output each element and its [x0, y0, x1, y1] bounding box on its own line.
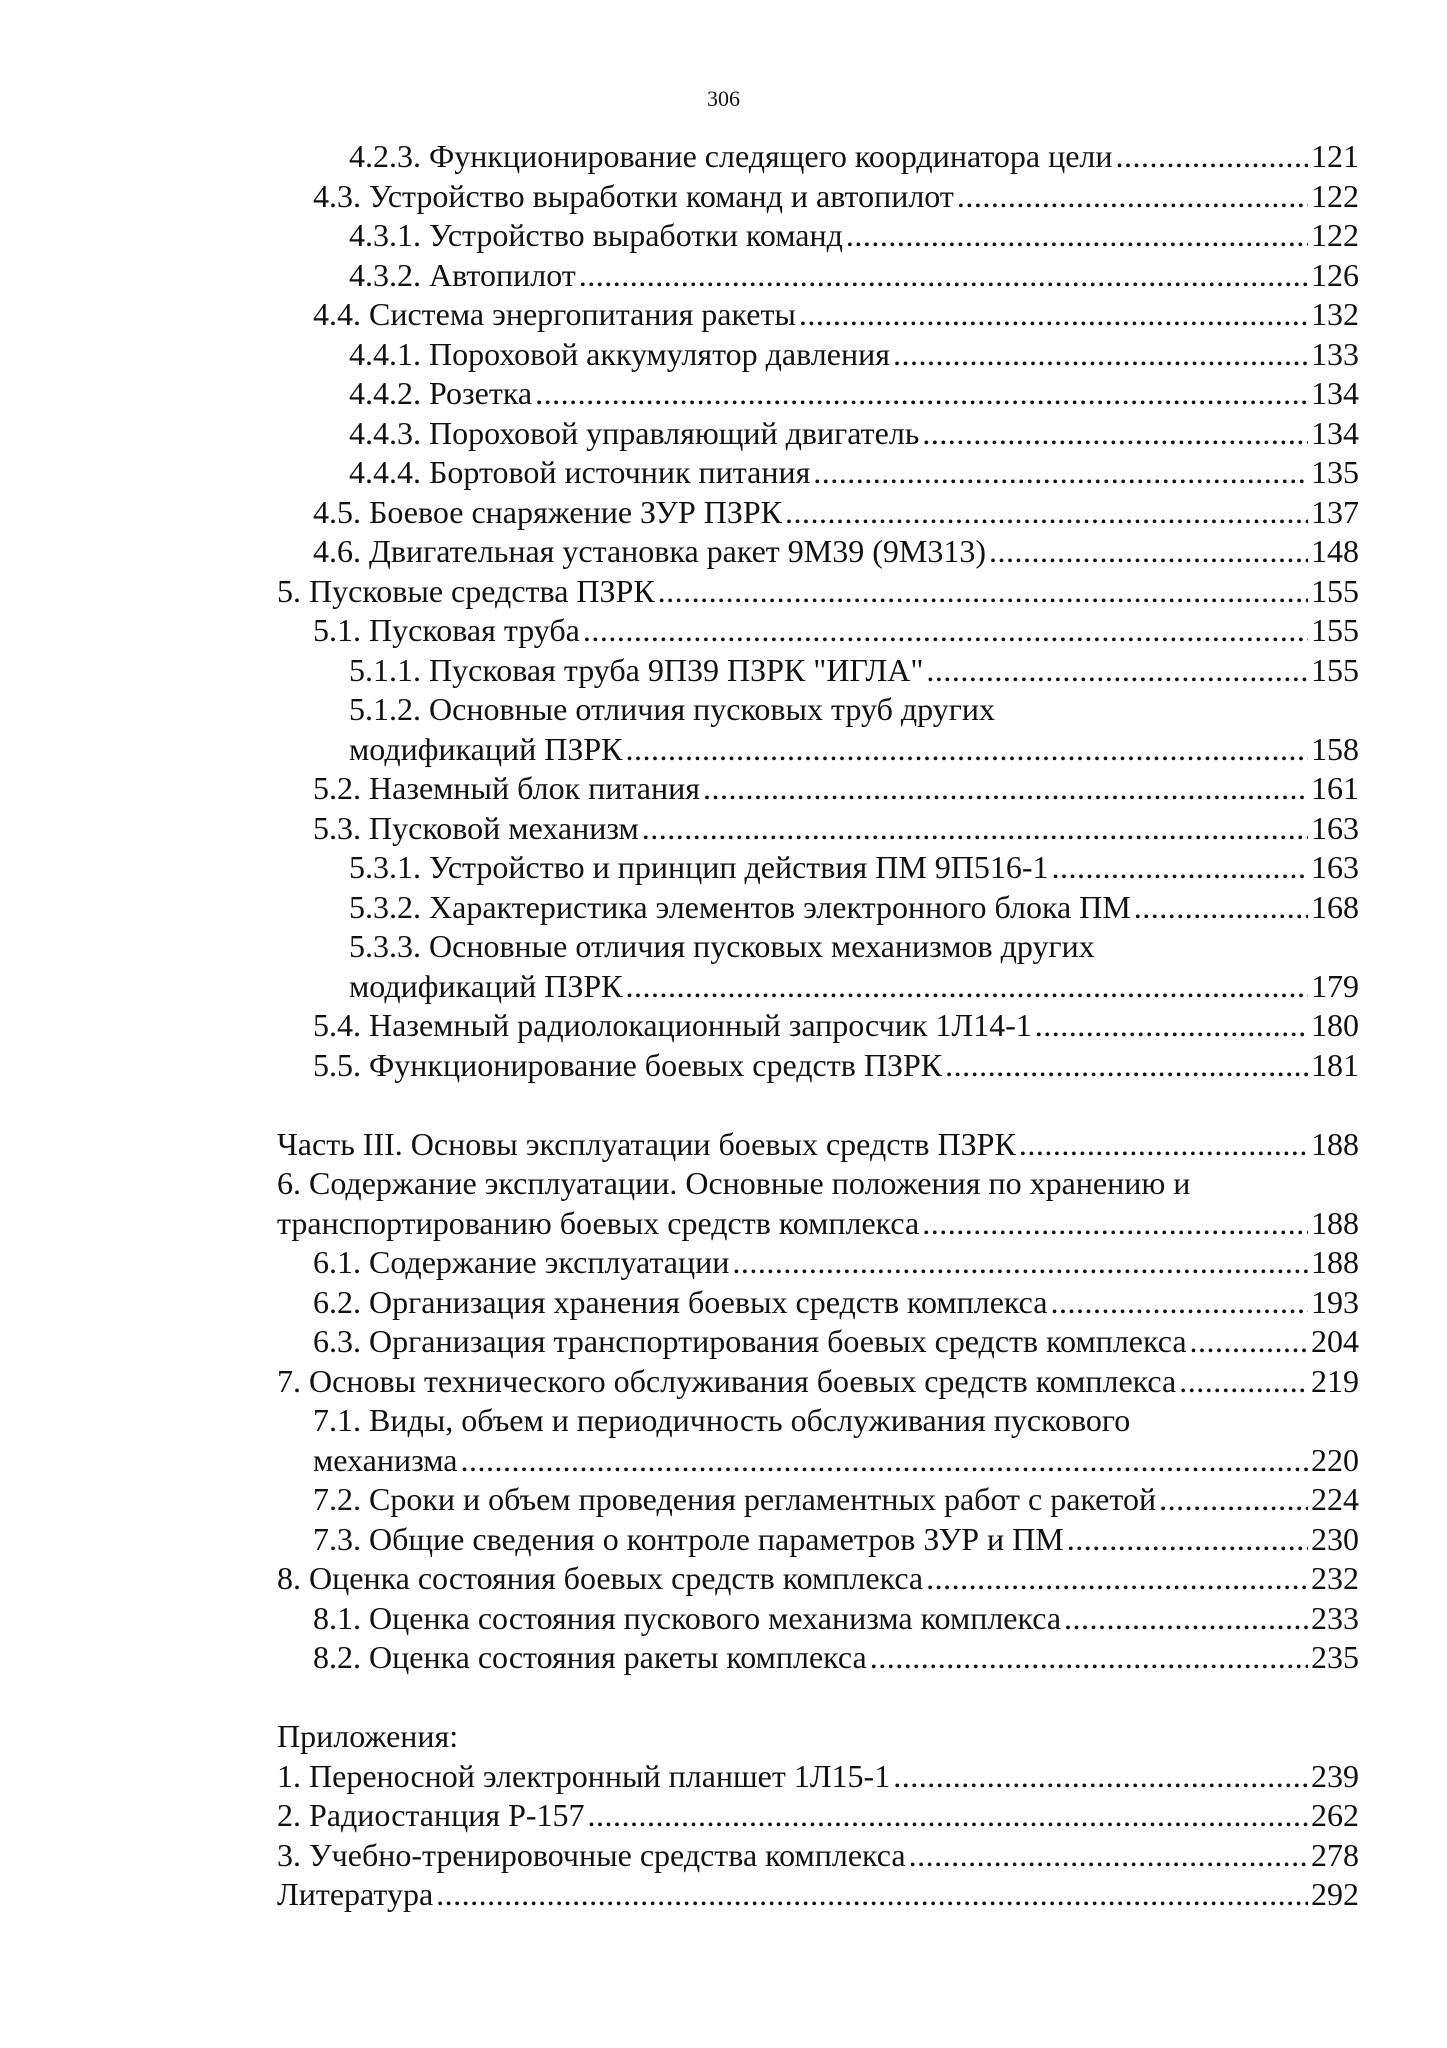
page-number: 306 — [707, 86, 740, 111]
toc-entry[interactable] — [277, 374, 1359, 414]
toc-entry-page: 262 — [1311, 1797, 1359, 1833]
dot-leader — [1116, 137, 1308, 177]
toc-entry-title: 7. Основы технического обслуживания боевых средств комплекса — [277, 1362, 1177, 1399]
toc-entry-title: 4.3. Устройство выработки команд и автопилот — [313, 177, 954, 214]
toc-entry-title: 6.2. Организация хранения боевых средств комплекса — [313, 1283, 1048, 1320]
toc-entry-page: 219 — [1311, 1362, 1359, 1399]
toc-entry-title: 5.2. Наземный блок питания — [313, 770, 700, 806]
toc-entry[interactable] — [277, 1125, 1359, 1165]
toc-entry[interactable] — [277, 1757, 1359, 1797]
toc-entry-page: 233 — [1311, 1599, 1359, 1636]
dot-leader — [579, 256, 1308, 296]
dot-leader — [535, 374, 1308, 414]
toc-entry[interactable] — [277, 532, 1359, 572]
toc-entry-title: 2. Радиостанция Р-157 — [277, 1797, 585, 1833]
toc-entry-page: 121 — [1311, 138, 1359, 174]
dot-leader — [922, 1204, 1308, 1244]
toc-entry-title: 4.3.2. Автопилот — [349, 256, 576, 293]
toc-entry[interactable] — [277, 414, 1359, 454]
dot-leader — [870, 1638, 1308, 1678]
toc-entry-title: 4.6. Двигательная установка ракет 9М39 (9М313) — [313, 533, 986, 569]
dot-leader — [813, 453, 1308, 493]
toc-entry-page: 232 — [1311, 1560, 1359, 1596]
toc-entry-title: 8. Оценка состояния боевых средств комплекса — [277, 1560, 924, 1596]
dot-leader — [926, 1559, 1308, 1599]
dot-leader — [1159, 1480, 1308, 1520]
toc-entry-title: 5.3. Пусковой механизм — [313, 809, 639, 846]
toc-entry[interactable] — [277, 848, 1359, 888]
toc-entry-title: 1. Переносной электронный планшет 1Л15-1 — [277, 1757, 891, 1794]
toc-entry[interactable] — [277, 611, 1359, 651]
dot-leader — [626, 730, 1308, 770]
dot-leader — [893, 1757, 1308, 1797]
toc-entry-title: 4.4.1. Пороховой аккумулятор давления — [349, 335, 890, 372]
toc-entry[interactable] — [277, 888, 1359, 928]
toc-entry-page: 230 — [1311, 1520, 1359, 1557]
dot-leader — [893, 335, 1308, 375]
toc-entry[interactable] — [277, 1480, 1359, 1520]
toc-entry[interactable] — [277, 216, 1359, 256]
toc-entry[interactable] — [277, 1717, 1359, 1757]
toc-entry-page: 224 — [1311, 1481, 1359, 1517]
toc-entry-title: 8.1. Оценка состояния пускового механизма комплекса — [313, 1599, 1062, 1636]
dot-leader — [909, 1836, 1308, 1876]
toc-entry-page: 163 — [1311, 809, 1359, 846]
dot-leader — [1179, 1362, 1308, 1402]
dot-leader — [989, 532, 1308, 572]
dot-leader — [583, 611, 1308, 651]
dot-leader — [732, 1243, 1308, 1283]
toc-entry-title: Литература — [277, 1876, 434, 1912]
toc-entry-page: 132 — [1311, 296, 1359, 332]
toc-entry[interactable] — [277, 651, 1359, 691]
toc-entry[interactable] — [277, 1283, 1359, 1323]
toc-entry-page: 168 — [1311, 888, 1359, 925]
toc-entry-title: 7.3. Общие сведения о контроле параметров ЗУР и ПМ — [313, 1520, 1064, 1557]
toc-entry-title: модификаций ПЗРК — [349, 967, 623, 1004]
toc-entry-page: 126 — [1311, 256, 1359, 293]
toc-entry[interactable] — [277, 1006, 1359, 1046]
toc-entry[interactable] — [277, 1164, 1359, 1204]
toc-entry-title: 4.4.4. Бортовой источник питания — [349, 454, 811, 490]
toc-entry-title: 6. Содержание эксплуатации. Основные положения по хранению и — [277, 1165, 1191, 1201]
toc-entry-page: 278 — [1311, 1836, 1359, 1873]
toc-entry-page: 155 — [1311, 572, 1359, 609]
toc-entry[interactable] — [277, 295, 1359, 335]
toc-entry[interactable] — [277, 1875, 1359, 1915]
toc-entry[interactable] — [277, 769, 1359, 809]
toc-entry-title: 6.1. Содержание эксплуатации — [313, 1244, 730, 1280]
toc-entry-title: модификаций ПЗРК — [349, 730, 623, 767]
toc-entry-page: 204 — [1311, 1323, 1359, 1359]
toc-entry-title: 8.2. Оценка состояния ракеты комплекса — [313, 1639, 867, 1675]
dot-leader — [926, 651, 1308, 691]
toc-entry-page: 134 — [1311, 375, 1359, 411]
toc-entry-title: 5.4. Наземный радиолокационный запросчик 1Л14-1 — [313, 1007, 1032, 1043]
toc-entry[interactable] — [277, 1322, 1359, 1362]
dot-leader — [626, 967, 1308, 1007]
toc-entry[interactable] — [277, 1046, 1359, 1086]
toc-entry[interactable] — [277, 453, 1359, 493]
toc-entry-page: 133 — [1311, 335, 1359, 372]
dot-leader — [922, 414, 1308, 454]
dot-leader — [785, 493, 1308, 533]
toc-entry-page: 292 — [1311, 1876, 1359, 1912]
toc-entry-page: 188 — [1311, 1204, 1359, 1241]
toc-entry[interactable] — [277, 809, 1359, 849]
toc-entry[interactable] — [277, 1243, 1359, 1283]
toc-entry-page: 179 — [1311, 967, 1359, 1004]
section-gap — [277, 1085, 1359, 1125]
toc-entry-page: 148 — [1311, 533, 1359, 569]
dot-leader — [642, 809, 1308, 849]
toc-entry-page: 180 — [1311, 1007, 1359, 1043]
toc-entry[interactable] — [277, 1362, 1359, 1402]
toc-entry-title: 4.4. Система энергопитания ракеты — [313, 296, 796, 332]
toc-entry[interactable] — [277, 1441, 1359, 1481]
toc-entry-page: 188 — [1311, 1125, 1359, 1162]
toc-entry[interactable] — [277, 967, 1359, 1007]
toc-entry-title: 4.5. Боевое снаряжение ЗУР ПЗРК — [313, 493, 783, 530]
toc-entry[interactable] — [277, 730, 1359, 770]
dot-leader — [945, 1046, 1308, 1086]
toc-entry[interactable] — [277, 137, 1359, 177]
toc-entry-title: 5.3.1. Устройство и принцип действия ПМ 9П516-1 — [349, 849, 1049, 885]
toc-entry-title: транспортированию боевых средств комплекса — [277, 1204, 920, 1241]
toc-entry-title: 5.3.2. Характеристика элементов электронного блока ПМ — [349, 888, 1131, 925]
toc-entry-page: 163 — [1311, 849, 1359, 885]
dot-leader — [1190, 1322, 1308, 1362]
toc-entry-page: 220 — [1311, 1441, 1359, 1478]
toc-entry-title: 4.2.3. Функционирование следящего координатора цели — [349, 138, 1113, 174]
toc-entry-page: 188 — [1311, 1244, 1359, 1280]
toc-entry-title: Часть III. Основы эксплуатации боевых средств ПЗРК — [277, 1125, 1016, 1162]
toc-entry[interactable] — [277, 335, 1359, 375]
dot-leader — [1067, 1520, 1308, 1560]
toc-entry[interactable] — [277, 1401, 1359, 1441]
toc-entry[interactable] — [277, 690, 1359, 730]
toc-entry-title: 4.4.3. Пороховой управляющий двигатель — [349, 414, 920, 451]
dot-leader — [460, 1441, 1308, 1481]
dot-leader — [799, 295, 1308, 335]
toc-entry[interactable] — [277, 927, 1359, 967]
toc-entry[interactable] — [277, 493, 1359, 533]
toc-entry-page: 155 — [1311, 651, 1359, 688]
toc-entry-title: 5.1. Пусковая труба — [313, 612, 580, 648]
dot-leader — [1052, 848, 1308, 888]
dot-leader — [588, 1796, 1308, 1836]
toc-entry-title: 5.5. Функционирование боевых средств ПЗРК — [313, 1046, 943, 1083]
toc-entry-page: 235 — [1311, 1639, 1359, 1675]
toc-entry[interactable] — [277, 1520, 1359, 1560]
toc-entry-title: механизма — [313, 1441, 458, 1478]
toc-entry-page: 135 — [1311, 454, 1359, 490]
table-of-contents — [277, 137, 1359, 1915]
dot-leader — [846, 216, 1308, 256]
toc-entry-title: 3. Учебно-тренировочные средства комплекса — [277, 1836, 906, 1873]
toc-entry[interactable] — [277, 1836, 1359, 1876]
dot-leader — [1050, 1283, 1308, 1323]
toc-entry[interactable] — [277, 572, 1359, 612]
toc-entry-page: 122 — [1311, 217, 1359, 253]
dot-leader — [658, 572, 1308, 612]
toc-entry[interactable] — [277, 1204, 1359, 1244]
toc-entry-page: 137 — [1311, 493, 1359, 530]
toc-entry-page: 193 — [1311, 1283, 1359, 1320]
dot-leader — [957, 177, 1308, 217]
toc-entry-title: 5.3.3. Основные отличия пусковых механизмов других — [349, 928, 1095, 964]
dot-leader — [703, 769, 1308, 809]
toc-entry[interactable] — [277, 1599, 1359, 1639]
toc-entry[interactable] — [277, 177, 1359, 217]
section-gap — [277, 1678, 1359, 1718]
dot-leader — [1035, 1006, 1308, 1046]
toc-entry-page: 239 — [1311, 1757, 1359, 1794]
toc-entry[interactable] — [277, 256, 1359, 296]
toc-entry-title: 4.4.2. Розетка — [349, 375, 533, 411]
toc-entry-title: 7.1. Виды, объем и периодичность обслуживания пускового — [313, 1402, 1131, 1438]
dot-leader — [436, 1875, 1308, 1915]
dot-leader — [1134, 888, 1308, 928]
toc-entry-page: 122 — [1311, 177, 1359, 214]
toc-entry-page: 161 — [1311, 770, 1359, 806]
toc-entry-title: 5. Пусковые средства ПЗРК — [277, 572, 655, 609]
toc-entry[interactable] — [277, 1796, 1359, 1836]
dot-leader — [1019, 1125, 1308, 1165]
toc-entry-title: 4.3.1. Устройство выработки команд — [349, 217, 843, 253]
toc-entry-title: 7.2. Сроки и объем проведения регламентных работ с ракетой — [313, 1481, 1157, 1517]
toc-entry-title: 6.3. Организация транспортирования боевых средств комплекса — [313, 1323, 1187, 1359]
toc-entry-title: 5.1.2. Основные отличия пусковых труб других — [349, 691, 995, 727]
toc-entry[interactable] — [277, 1638, 1359, 1678]
toc-entry[interactable] — [277, 1559, 1359, 1599]
toc-entry-page: 158 — [1311, 730, 1359, 767]
toc-entry-title: 5.1.1. Пусковая труба 9П39 ПЗРК "ИГЛА" — [349, 651, 924, 688]
toc-entry-page: 155 — [1311, 612, 1359, 648]
toc-entry-title: Приложения: — [277, 1718, 459, 1754]
dot-leader — [1064, 1599, 1308, 1639]
toc-entry-page: 181 — [1311, 1046, 1359, 1083]
toc-entry-page: 134 — [1311, 414, 1359, 451]
